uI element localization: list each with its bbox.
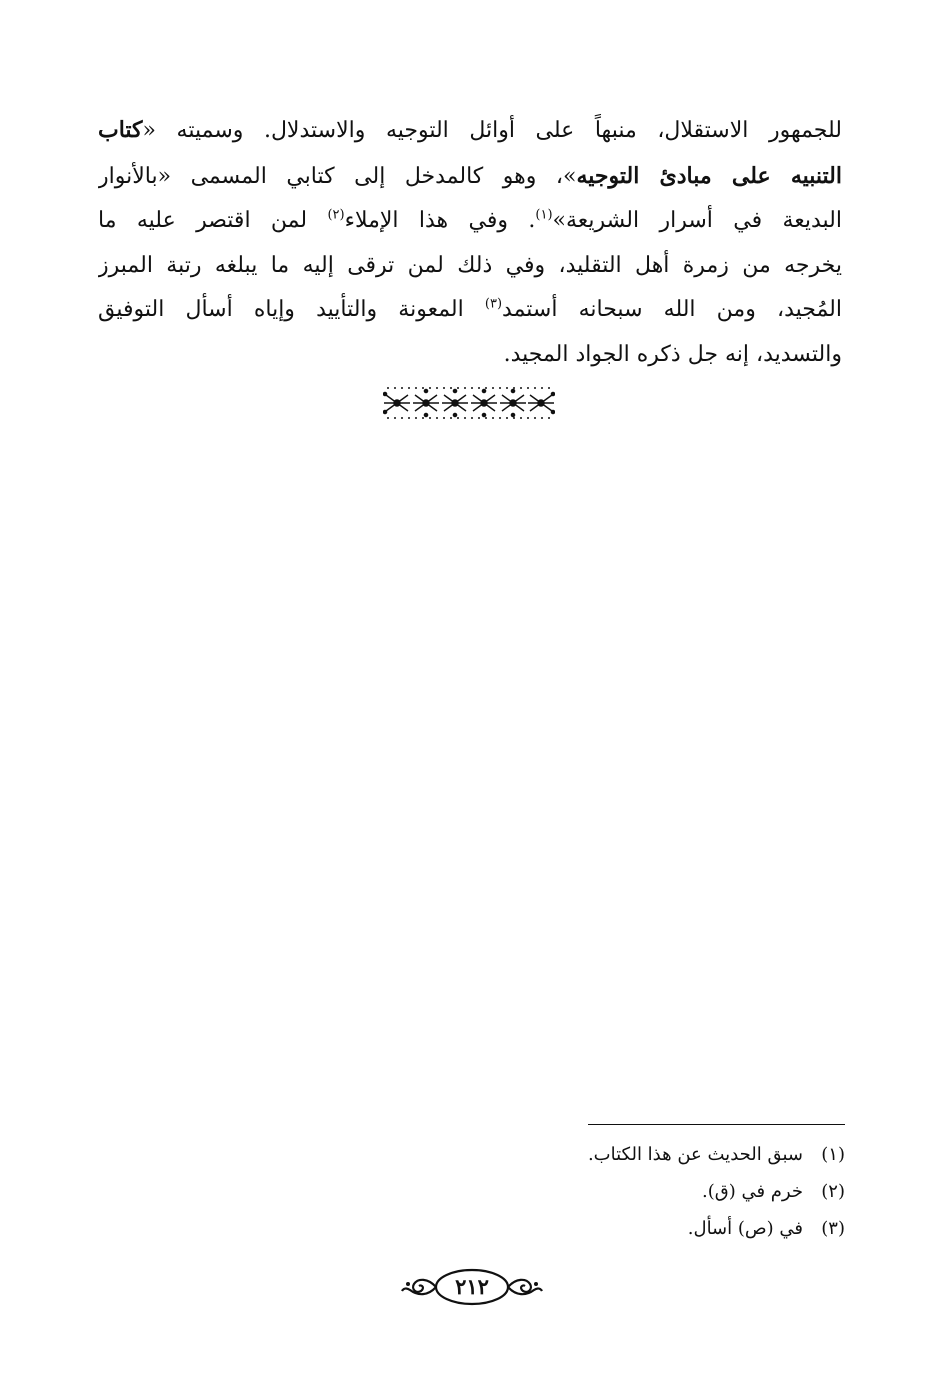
page-number-block (398, 1264, 546, 1310)
footnote-text: خرم في (ق). (702, 1181, 803, 1202)
text-line-5: المُجيد، ومن الله سبحانه أستمد$^{(٣)}$ المعونة والتأييد وإياه أسأل التوفيق (98, 296, 842, 322)
text-line-1: للجمهور الاستقلال، منبهاً على أوائل التوجيه والاستدلال. وسميته «كتاب (98, 117, 842, 143)
footnote-number: (٢) (821, 1181, 845, 1202)
book-title-part-2: التنبيه على مبادئ التوجيه (576, 162, 842, 189)
floral-divider-icon (383, 386, 555, 420)
footnotes (425, 1136, 845, 1247)
text-line-6: والتسديد، إنه جل ذكره الجواد المجيد. (503, 341, 842, 367)
page-number: ٢١٢ (455, 1274, 489, 1299)
footnote-ref-2: (٢) (327, 207, 345, 223)
book-title-part-1: كتاب (98, 117, 143, 143)
main-paragraph (98, 108, 842, 377)
text-line-4: يخرجه من زمرة أهل التقليد، وفي ذلك لمن ترقى إليه ما يبلغه رتبة المبرز (98, 252, 842, 278)
text-line-3: البديعة في أسرار الشريعة»$^{(١)}$. وفي هذا الإملاء$^{(٢)}$ لمن اقتصر عليه ما (98, 207, 842, 233)
footnote-number: (١) (821, 1144, 845, 1165)
footnote-ref-1: (١) (535, 207, 553, 223)
footnote-item (425, 1136, 845, 1173)
footnote-text: سبق الحديث عن هذا الكتاب. (587, 1144, 803, 1165)
footnote-number: (٣) (821, 1218, 845, 1239)
footnote-ref-3: (٣) (484, 296, 503, 312)
footnote-text: في (ص) أسأل. (687, 1218, 803, 1239)
footnote-separator (588, 1124, 845, 1125)
footnote-item (425, 1173, 845, 1210)
text-line-2: التنبيه على مبادئ التوجيه»، وهو كالمدخل إلى كتابي المسمى «بالأنوار (98, 162, 842, 189)
footnote-item (425, 1210, 845, 1247)
